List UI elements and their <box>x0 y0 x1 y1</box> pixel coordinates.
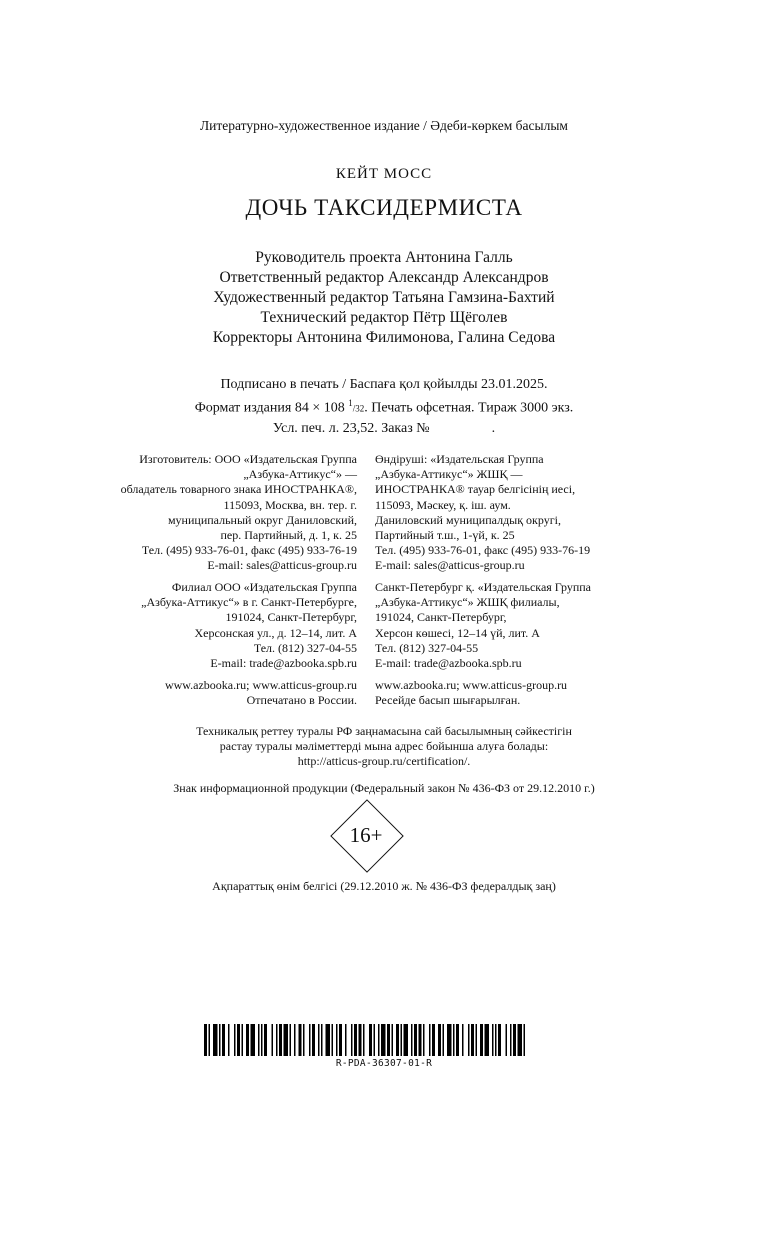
barcode-bar <box>272 1024 274 1056</box>
barcode-bar <box>510 1024 512 1056</box>
barcode-bar <box>332 1024 334 1056</box>
barcode-bar <box>429 1024 431 1056</box>
barcode-bar <box>423 1024 425 1056</box>
web-kz: www.azbooka.ru; www.atticus-group.ru Ресейде басып шығарылған. <box>375 678 568 708</box>
barcode-bar <box>476 1024 478 1056</box>
staff-line: Технический редактор Пётр Щёголев <box>260 309 508 326</box>
staff-line: Ответственный редактор Александр Александров <box>219 269 549 286</box>
barcode-bar <box>419 1024 422 1056</box>
barcode-bar <box>213 1024 218 1056</box>
branch-ru: Филиал ООО «Издательская Группа „Азбука-Аттикус“» в г. Санкт-Петербурге, 191024, Санкт-Петербург, Херсонская ул., д. 12–14, лит. А Тел. (812) 327-04-55 E-mail: trade@azbooka.spb.ru <box>141 580 357 671</box>
barcode-bar <box>326 1024 331 1056</box>
barcode-bar <box>506 1024 508 1056</box>
barcode-bar <box>447 1024 452 1056</box>
manufacturer-ru: Изготовитель: ООО «Издательская Группа „Азбука-Аттикус“» — обладатель товарного знака ИНОСТРАНКА®, 115093, Москва, вн. тер. г. муниципальный округ Даниловский, пер. Партийный, д. 1, к. 25 Тел. (495) 933-76-01, факс (495) 933-76-19 E-mail: sales@atticus-group.ru <box>120 452 357 573</box>
barcode-bar <box>339 1024 342 1056</box>
barcode-bar <box>303 1024 305 1056</box>
barcode-bar <box>443 1024 445 1056</box>
barcode-bar <box>524 1024 526 1056</box>
barcode-bar <box>294 1024 296 1056</box>
barcode-bar <box>299 1024 302 1056</box>
web-ru: www.azbooka.ru; www.atticus-group.ru Отпечатано в России. <box>164 678 357 708</box>
barcode-bar <box>414 1024 417 1056</box>
barcode-bar <box>228 1024 230 1056</box>
barcode-bar <box>498 1024 501 1056</box>
staff-line: Корректоры Антонина Филимонова, Галина Седова <box>212 329 556 346</box>
barcode-bar <box>411 1024 413 1056</box>
barcode-bar <box>518 1024 523 1056</box>
barcode-bar <box>351 1024 353 1056</box>
barcode-bar <box>438 1024 441 1056</box>
barcode-bar <box>258 1024 260 1056</box>
author-name: КЕЙТ МОСС <box>335 166 433 182</box>
staff-line: Руководитель проекта Антонина Галль <box>255 249 513 266</box>
barcode <box>204 1024 528 1056</box>
barcode-bar <box>312 1024 315 1056</box>
barcode-bar <box>222 1024 225 1056</box>
barcode-bar <box>209 1024 211 1056</box>
barcode-bar <box>345 1024 347 1056</box>
info-sign-ru: Знак информационной продукции (Федеральный закон № 436-ФЗ от 29.12.2010 г.) <box>173 781 595 795</box>
print-info <box>0 375 768 438</box>
age-rating: 16+ <box>349 823 383 847</box>
format-line: Формат издания 84 × 108 $^1$/32. Печать офсетная. Тираж 3000 экз. <box>194 398 574 416</box>
staff-credits <box>0 248 768 348</box>
barcode-text: R-PDA-36307-01-R <box>335 1058 433 1069</box>
barcode-bar <box>261 1024 263 1056</box>
barcode-bar <box>513 1024 516 1056</box>
branch-kz: Санкт-Петербург қ. «Издательская Группа „Азбука-Аттикус“» ЖШҚ филиалы, 191024, Санкт-Петербург, Херсон көшесі, 12–14 үй, лит. А Тел. (812) 327-04-55 E-mail: trade@azbooka.spb.ru <box>375 580 591 671</box>
sheets-line: Усл. печ. л. 23,52. Заказ № . <box>272 420 496 436</box>
barcode-bar <box>336 1024 338 1056</box>
barcode-bar <box>234 1024 236 1056</box>
barcode-bar <box>369 1024 372 1056</box>
staff-line: Художественный редактор Татьяна Гамзина-Бахтий <box>213 289 555 306</box>
barcode-bar <box>276 1024 278 1056</box>
barcode-bar <box>374 1024 376 1056</box>
info-sign-kz: Ақпараттық өнім белгісі (29.12.2010 ж. № 436-ФЗ федералдық заң) <box>212 879 556 893</box>
barcode-bar <box>492 1024 494 1056</box>
format-fraction-den: /32 <box>352 403 365 414</box>
barcode-bar <box>480 1024 483 1056</box>
barcode-bar <box>387 1024 390 1056</box>
barcode-bar <box>378 1024 380 1056</box>
barcode-bar <box>264 1024 267 1056</box>
format-fraction-num: 1 <box>348 398 353 408</box>
barcode-bar <box>462 1024 464 1056</box>
barcode-bar <box>309 1024 311 1056</box>
barcode-bar <box>279 1024 282 1056</box>
barcode-bar <box>495 1024 497 1056</box>
manufacturer-kz: Өндіруші: «Издательская Группа „Азбука-Аттикус“» ЖШҚ — ИНОСТРАНКА® тауар белгісінің иесі, 115093, Мәскеу, қ. іш. аум. Даниловский муниципалдық округі, Партийный т.ш., 1-үй, к. 25 Тел. (495) 933-76-01, факс (495) 933-76-19 E-mail: sales@atticus-group.ru <box>375 452 591 573</box>
barcode-bar <box>453 1024 455 1056</box>
barcode-bar <box>246 1024 249 1056</box>
barcode-bar <box>471 1024 474 1056</box>
barcode-bar <box>363 1024 365 1056</box>
certification-note: Техникалық реттеу туралы РФ заңнамасына сай басылымның сәйкестігін растау туралы мәліметтерді мына адрес бойынша алуға болады: http://atticus-group.ru/certification/. <box>196 724 572 769</box>
edition-type: Литературно-художественное издание / Әдеби-көркем басылым <box>200 118 568 133</box>
barcode-bar <box>381 1024 386 1056</box>
barcode-bar <box>318 1024 320 1056</box>
barcode-bar <box>401 1024 403 1056</box>
barcode-bar <box>204 1024 207 1056</box>
barcode-bar <box>485 1024 490 1056</box>
barcode-bar <box>396 1024 399 1056</box>
barcode-bar <box>456 1024 459 1056</box>
barcode-bar <box>242 1024 244 1056</box>
signed-date: Подписано в печать / Баспаға қол қойылды 23.01.2025. <box>220 377 548 392</box>
barcode-bar <box>219 1024 221 1056</box>
barcode-bar <box>237 1024 240 1056</box>
barcode-bar <box>432 1024 435 1056</box>
age-rating-badge <box>331 800 401 870</box>
barcode-bar <box>392 1024 394 1056</box>
book-title: ДОЧЬ ТАКСИДЕРМИСТА <box>245 195 523 220</box>
barcode-bar <box>290 1024 292 1056</box>
barcode-bar <box>251 1024 256 1056</box>
barcode-bar <box>321 1024 323 1056</box>
barcode-bar <box>468 1024 470 1056</box>
barcode-bar <box>404 1024 409 1056</box>
barcode-bar <box>354 1024 357 1056</box>
barcode-bar <box>284 1024 289 1056</box>
barcode-bar <box>359 1024 362 1056</box>
